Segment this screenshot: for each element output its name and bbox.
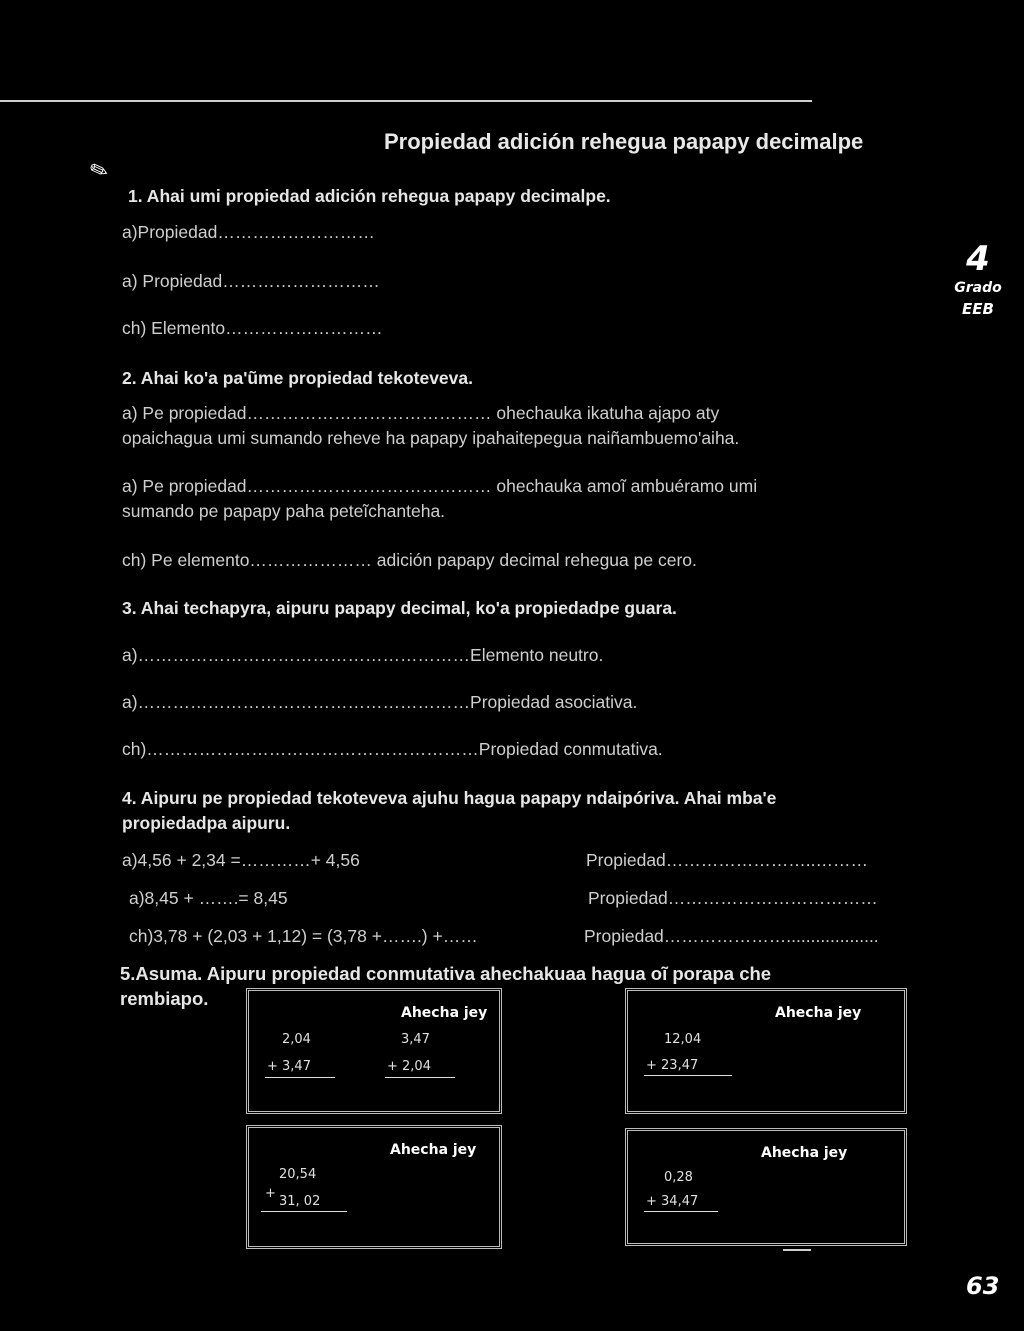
q2-a2-line2: sumando pe papapy paha peteĩchanteha. [122,501,446,521]
q4-prompt-line2: propiedadpa aipuru. [122,813,291,833]
pencil-icon: ✎ [86,155,112,186]
box4-underline [644,1211,718,1212]
box3-underline [261,1211,347,1212]
top-rule [0,100,812,102]
grade-number: 4 [966,239,990,279]
q4-row-a-expr: a)4,56 + 2,34 =…………+ 4,56 [122,850,360,870]
q1-item-b: a) Propiedad……………………… [122,271,380,291]
grade-label [948,240,1008,320]
bottom-rule [783,1249,811,1251]
box1-underline-1 [265,1077,335,1078]
check-box-1 [246,988,502,1114]
box3-n2: 31, 02 [279,1194,321,1209]
q2-a1-line2: opaichagua umi sumando reheve ha papapy ipahaitepegua naiñambuemo'aiha. [122,428,740,448]
q4-row-b-expr: a)8,45 + …….= 8,45 [129,888,288,908]
q4-row-a-prop: Propiedad……………………..……… [586,850,869,870]
box1-n1: 2,04 [282,1032,311,1047]
grade-level: EEB [962,300,994,318]
page-title: Propiedad adición rehegua papapy decimalpe [384,129,864,154]
q1-item-a: a)Propiedad……………………… [122,222,375,242]
box1-heading: Ahecha jey [401,1005,488,1021]
q3-item-b: a)…………………………………………………Propiedad asociativa. [122,692,638,712]
page-number: 63 [966,1272,1000,1300]
q4-row-b-prop: Propiedad……………………………… [588,888,878,908]
box4-n2: + 34,47 [646,1194,699,1209]
box2-heading: Ahecha jey [775,1005,862,1021]
q2-a1-line1: a) Pe propiedad…………………………………… ohechauka ikatuha ajapo aty [122,403,720,423]
check-box-2 [625,988,907,1114]
q2-prompt: 2. Ahai ko'a pa'ũme propiedad tekoteveva. [122,368,473,388]
box2-n2: + 23,47 [646,1058,699,1073]
q2-a2-line1: a) Pe propiedad…………………………………… ohechauka amoĩ ambuéramo umi [122,476,758,496]
box1-underline-2 [385,1077,455,1078]
box3-n1: 20,54 [279,1167,317,1182]
q3-prompt: 3. Ahai techapyra, aipuru papapy decimal, ko'a propiedadpe guara. [122,598,677,618]
box1-n4: + 2,04 [387,1059,431,1074]
box4-heading: Ahecha jey [761,1145,848,1161]
q1-prompt: 1. Ahai umi propiedad adición rehegua papapy decimalpe. [128,186,611,206]
q3-item-ch: ch)…………………………………………………Propiedad conmutativa. [122,739,663,759]
check-box-3 [246,1125,502,1249]
q4-prompt-line1: 4. Aipuru pe propiedad tekoteveva ajuhu hagua papapy ndaipóriva. Ahai mba'e [122,788,777,808]
q3-item-a: a)…………………………………………………Elemento neutro. [122,645,604,665]
q5-prompt-line1: 5.Asuma. Aipuru propiedad conmutativa ahechakuaa hagua oĩ porapa che [120,963,772,984]
grade-word: Grado [954,280,1002,296]
box2-n1: 12,04 [664,1032,702,1047]
box4-n1: 0,28 [664,1170,693,1185]
box2-underline [644,1075,732,1076]
box3-heading: Ahecha jey [390,1142,477,1158]
q5-prompt-line2: rembiapo. [120,988,209,1009]
check-box-4 [625,1128,907,1246]
q1-item-ch: ch) Elemento……………………… [122,318,383,338]
q4-row-ch-expr: ch)3,78 + (2,03 + 1,12) = (3,78 +…….) +…… [129,926,478,946]
box1-n2: + 3,47 [267,1059,311,1074]
box1-n3: 3,47 [401,1032,430,1047]
q4-row-ch-prop: Propiedad…………………................... [584,926,879,946]
q2-ch: ch) Pe elemento………………… adición papapy decimal rehegua pe cero. [122,550,697,570]
box3-plus: + [265,1186,276,1201]
